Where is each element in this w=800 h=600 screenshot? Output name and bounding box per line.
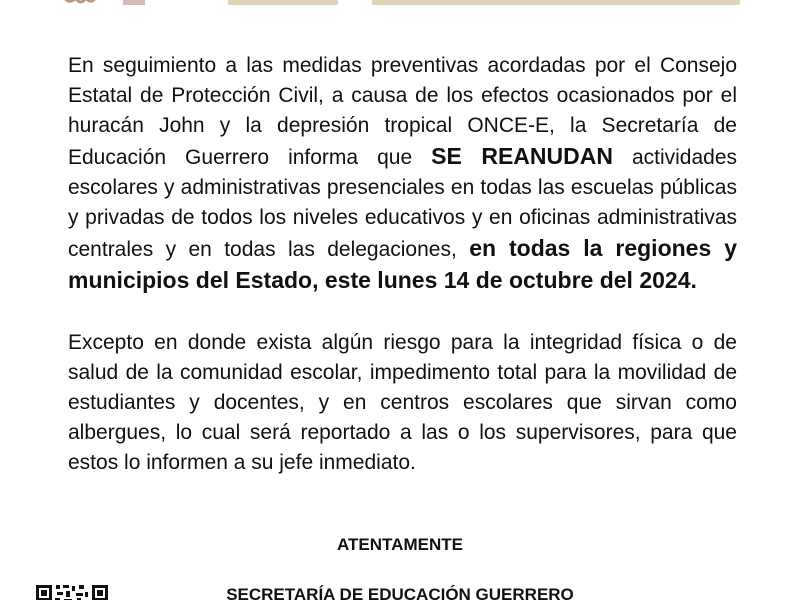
- paragraph-exceptions: Excepto en donde exista algún riesgo para la integridad física o de salud de la comunidad escolar, impedimento total para la movilidad de estudiantes y docentes, y en centros escolares que sirvan como albergues, lo cual será reportado a las o los supervisores, para que estos lo informen a su jefe inmediato.: [68, 331, 737, 474]
- letterhead-mark: [123, 0, 145, 5]
- paragraph-announcement: [68, 51, 737, 297]
- paragraph-text: En seguimiento a las medidas preventivas acordadas por el Consejo Estatal de Protección Civil, a causa de los efectos ocasionados por el huracán John y la depresión tropical ONCE-E, la Secretaría de Educación Guerrero informa que: [68, 54, 737, 169]
- qr-code-icon: [35, 584, 111, 600]
- emblem-logo: [58, 0, 102, 12]
- emphasis-date: en todas la regiones y municipios del Estado, este lunes 14 de octubre del 2024.: [68, 235, 737, 293]
- closing-atentamente: ATENTAMENTE: [337, 535, 463, 554]
- letterhead-band: [228, 0, 338, 5]
- emphasis-reanudan: SE REANUDAN: [431, 143, 613, 169]
- letterhead: [0, 0, 800, 14]
- letterhead-band: [372, 0, 740, 5]
- document-body: [68, 51, 737, 478]
- signature-secretaria: SECRETARÍA DE EDUCACIÓN GUERRERO: [226, 585, 574, 600]
- paragraph-text: actividades escolares y administrativas presenciales en todas las escuelas públicas y privadas de todos los niveles educativos y en oficinas administrativas centrales y en todas las delegaciones,: [68, 146, 738, 261]
